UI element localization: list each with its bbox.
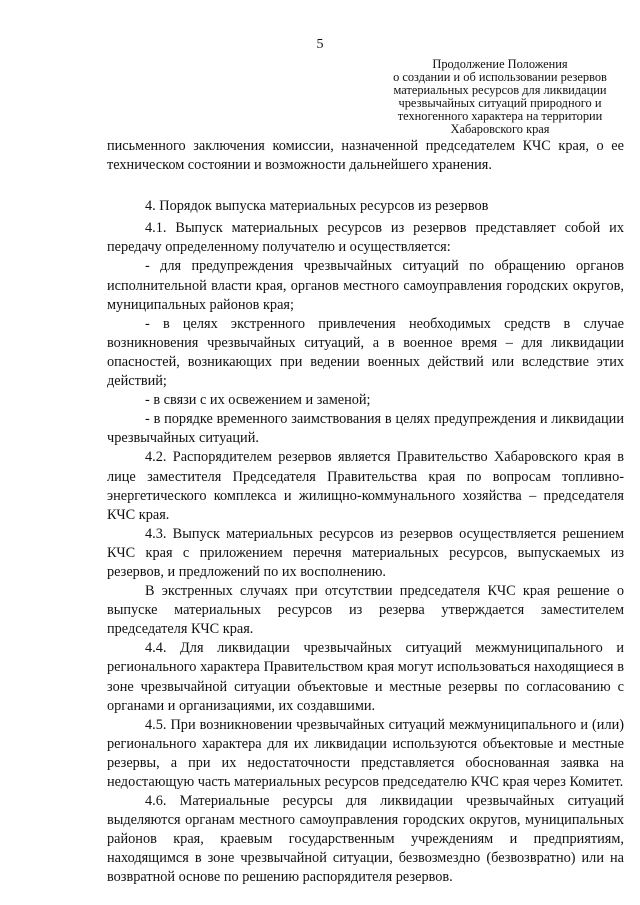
page-number: 5 bbox=[316, 37, 324, 52]
header-line: Хабаровского края bbox=[450, 122, 550, 136]
paragraph-4-4: 4.4. Для ликвидации чрезвычайных ситуаций межмуниципального и регионального характера Правительством края могут использоваться находящиеся в зоне чрезвычайной ситуации объектовые и местные резервы по согласованию с органами и организациями, их создавшими. bbox=[107, 640, 624, 714]
document-body bbox=[107, 137, 624, 888]
paragraph-emergency: В экстренных случаях при отсутствии председателя КЧС края решение о выпуске материальных ресурсов из резерва утверждается заместителем председателя КЧС края. bbox=[107, 583, 624, 638]
list-item: - для предупреждения чрезвычайных ситуаций по обращению органов исполнительной власти края, органов местного самоуправления городских округов, муниципальных районов края; bbox=[107, 258, 624, 313]
header-line: Продолжение Положения bbox=[432, 57, 568, 71]
paragraph-4-5: 4.5. При возникновении чрезвычайных ситуаций межмуниципального и (или) регионального характера для их ликвидации используются объектовые и местные резервы, а при их недостаточности представляется обоснованная заявка на недостающую часть материальных ресурсов председателю КЧС края через Комитет. bbox=[107, 716, 624, 790]
paragraph-4-1: 4.1. Выпуск материальных ресурсов из резервов представляет собой их передачу определенному получателю и осуществляется: bbox=[107, 220, 624, 256]
paragraph-4-3: 4.3. Выпуск материальных ресурсов из резервов осуществляется решением КЧС края с приложением перечня материальных ресурсов, выпускаемых из резервов, и предложений по их восполнению. bbox=[107, 525, 624, 580]
continuation-header bbox=[370, 58, 630, 136]
list-item: - в порядке временного заимствования в целях предупреждения и ликвидации чрезвычайных ситуаций. bbox=[107, 411, 624, 447]
list-item: - в целях экстренного привлечения необходимых средств в случае возникновения чрезвычайных ситуаций, а в военное время – для ликвидации опасностей, возникающих при ведении военных действий или вследствие этих действий; bbox=[107, 315, 624, 390]
paragraph-4-2: 4.2. Распорядителем резервов является Правительство Хабаровского края в лице заместителя Председателя Правительства края по вопросам топливно-энергетического комплекса и жилищно-коммунального хозяйства – председателя КЧС края. bbox=[107, 449, 624, 523]
list-item: - в связи с их освежением и заменой; bbox=[145, 392, 371, 409]
header-line: техногенного характера на территории bbox=[397, 109, 603, 123]
header-line: чрезвычайных ситуаций природного и bbox=[398, 96, 602, 110]
header-line: материальных ресурсов для ликвидации bbox=[393, 83, 607, 97]
section-heading: 4. Порядок выпуска материальных ресурсов из резервов bbox=[145, 198, 489, 215]
paragraph-4-6: 4.6. Материальные ресурсы для ликвидации чрезвычайных ситуаций выделяются органам местного самоуправления городских округов, муниципальных районов края, краевым государственным учреждениям и предприятиям, находящимся в зоне чрезвычайной ситуации, безвозмездно (безвозвратно) или на возвратной основе по решению распорядителя резервов. bbox=[107, 793, 624, 886]
paragraph-continuation: письменного заключения комиссии, назначенной председателем КЧС края, о ее техническом состоянии и возможности дальнейшего хранения. bbox=[107, 138, 624, 174]
header-line: о создании и об использовании резервов bbox=[393, 70, 607, 84]
